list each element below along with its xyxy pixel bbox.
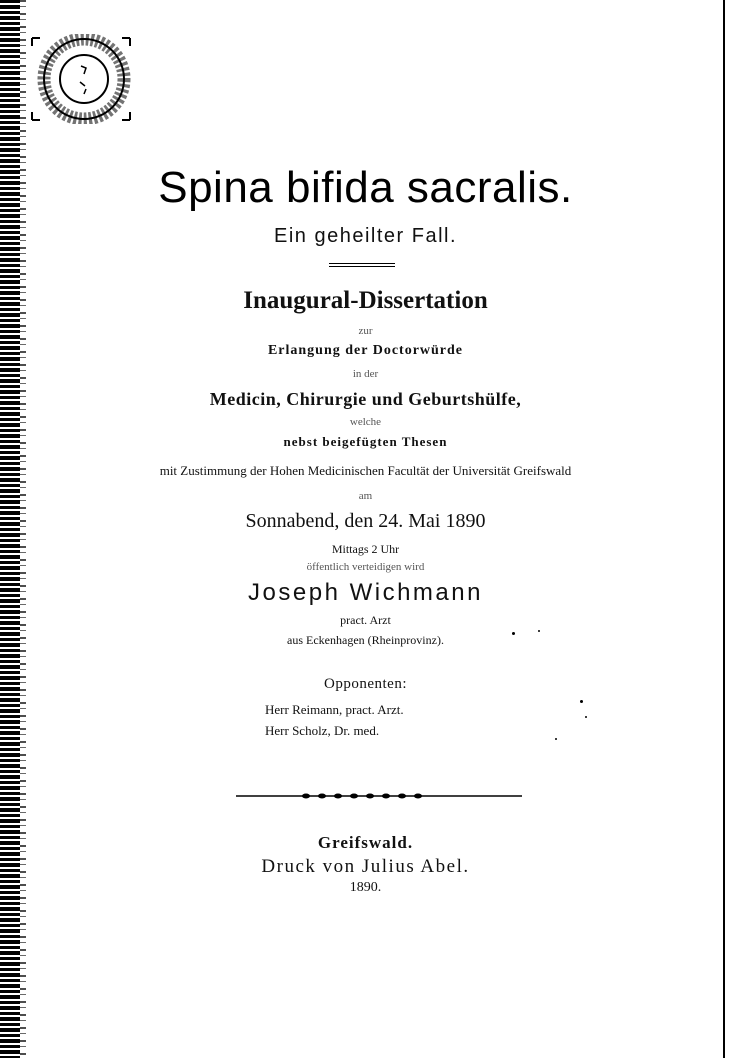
document-title: Spina bifida sacralis. — [158, 163, 573, 212]
scan-speck — [538, 630, 540, 632]
text-zur: zur — [358, 325, 373, 337]
dissertation-heading: Inaugural-Dissertation — [243, 287, 488, 314]
document-subtitle: Ein geheilter Fall. — [273, 225, 458, 247]
scan-speck — [585, 716, 587, 718]
publication-city: Greifswald. — [317, 833, 414, 852]
opponent-1: Herr Reimann, pract. Arzt. — [265, 702, 404, 717]
scan-speck — [512, 632, 515, 635]
scan-speck — [555, 738, 557, 740]
scan-speck — [580, 700, 583, 703]
publication-year: 1890. — [349, 880, 382, 895]
text-erlangung: Erlangung der Doctorwürde — [267, 343, 464, 358]
opponent-2: Herr Scholz, Dr. med. — [265, 723, 380, 738]
library-stamp — [26, 34, 136, 124]
author-title: pract. Arzt — [340, 613, 391, 627]
title-separator — [329, 263, 395, 267]
text-zustimmung: mit Zustimmung der Hohen Medicinischen Facultät der Universität Greifswald — [159, 463, 572, 478]
ornamental-rule — [236, 789, 522, 803]
text-am: am — [358, 490, 373, 502]
text-in-der: in der — [352, 368, 379, 380]
text-oeffentlich: öffentlich verteidigen wird — [306, 561, 425, 573]
opponents-heading: Opponenten: — [324, 676, 407, 692]
text-nebst-thesen: nebst beigefügten Thesen — [283, 434, 448, 449]
text-welche: welche — [349, 416, 382, 428]
defense-time: Mittags 2 Uhr — [331, 542, 400, 556]
printer: Druck von Julius Abel. — [261, 856, 470, 877]
author-origin: aus Eckenhagen (Rheinprovinz). — [287, 633, 444, 647]
author-name: Joseph Wichmann — [248, 579, 483, 606]
defense-date: Sonnabend, den 24. Mai 1890 — [245, 510, 486, 532]
text-faculty-subjects: Medicin, Chirurgie und Geburtshülfe, — [209, 389, 522, 409]
